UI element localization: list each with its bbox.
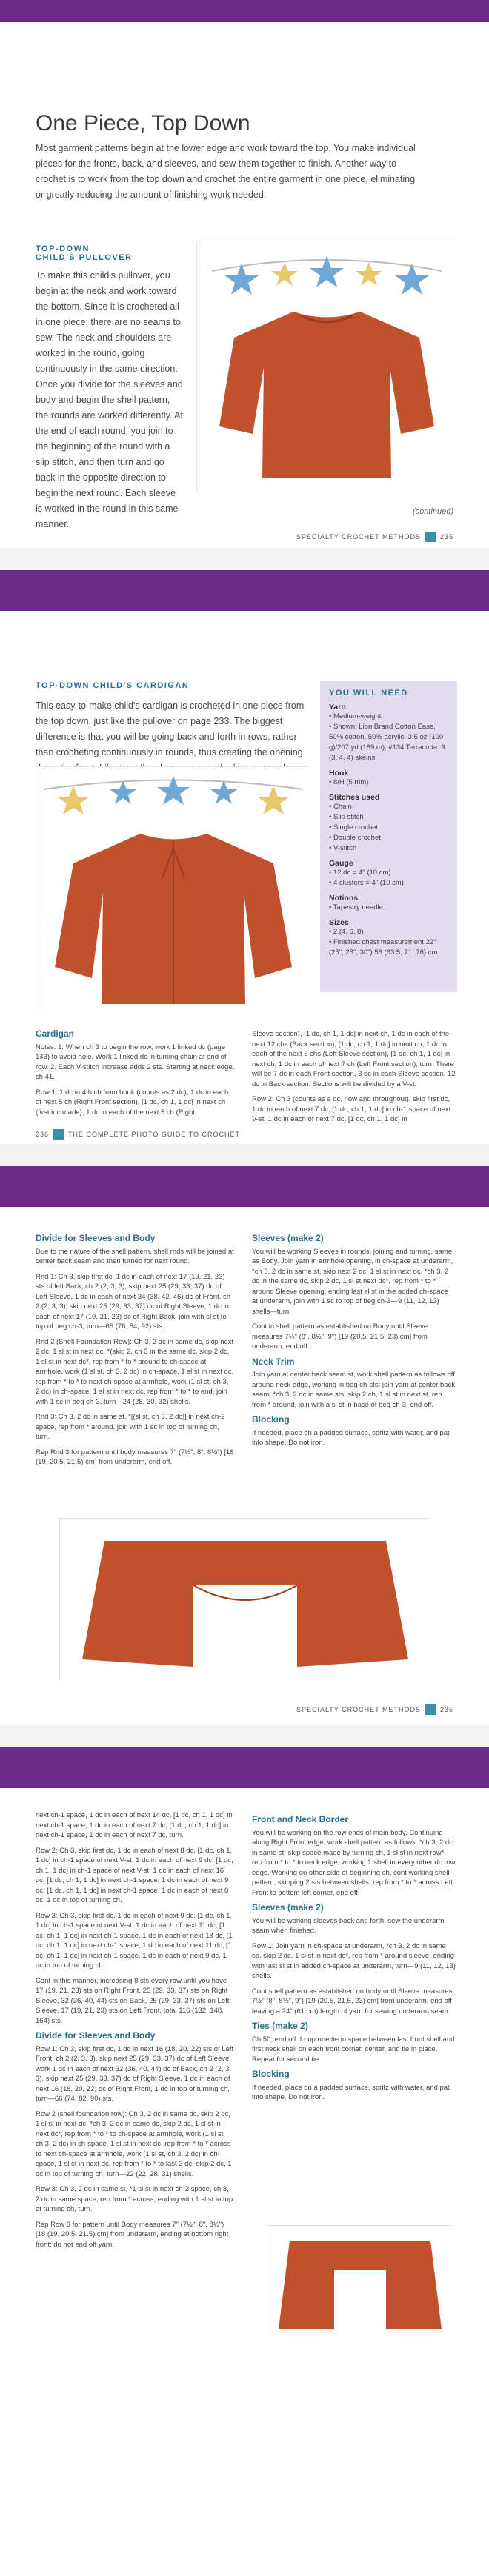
right-col-text: Sleeve section), [1 dc, ch 1, 1 dc] in next ch, 1 dc in each of the next 12 chs (Back section), [1 dc, ch 1, 1 dc] in next ch, 1 dc in each of the next 5 chs (Left Sleeve section), [1 dc, ch 1, 1 dc] in next ch, 1 dc in each of next 7 ch (Left Front section), turn. There will be 7 dc in each Front section, 3 dc in each Sleeve section, 12 dc in Back section. Sections will be divided by a V-st. [252,1030,456,1088]
pullover-column [36,244,184,532]
list-item: • 12 dc = 4" (10 cm) [329,868,448,878]
pullover-body-text: To make this child's pullover, you begin at the neck and work toward the bottom. Since it is crocheted all in one piece, there are no seams to sew. The neck and shoulders are worked in the round, going continuously in the same direction. Once you divide for the sleeves and body and begin the shell pattern, the rounds are worked differently. At the end of each round, you join to the beginning of the round with a slip stitch, and then turn and go back in the opposite direction to begin the next round. Each sleeve is worked in the round in this same manner. [36,270,183,529]
yarn-heading: Yarn [329,703,346,712]
sizes-heading: Sizes [329,918,349,927]
footer [296,532,453,542]
list-item: • Chain [329,802,448,812]
page-gap [0,1144,489,1166]
notes-text: Notes: 1. When ch 3 to begin the row, work 1 linked dc (page 143) to avoid hole. Work 1 linked dc in turning chain at end of row. 2. Each V-stitch increase adds 2 sts. Starting at neck edge, ch 41. [36,1043,235,1081]
divide-heading: Divide for Sleeves and Body [36,1233,156,1243]
rnd3-text: Rnd 3: Ch 3, 2 dc in same st, *[(sl st, ch 3, 2 dc)] in next ch-2 space, rep from * around, join with 1 sc in top of turning ch, turn. [36,1413,225,1441]
sleeves-heading: Sleeves (make 2) [252,1233,324,1243]
sleeves-text: You will be working sleeves back and forth; sew the underarm seam when finished. [252,1916,445,1935]
collar-illustration [60,1519,430,1682]
cardigan-illustration [36,767,310,1019]
front-heading: Front and Neck Border [252,1814,349,1824]
row2-text: Row 2: Ch 3 (counts as a dc, now and throughout), skip first dc, 1 dc in each of next 7 dc, [1 dc, ch 1, 1 dc] in ch-1 space of next V-st, 1 dc in each of next 7 dc, [1 dc, ch 1, 1 dc] in [252,1095,451,1123]
footer [36,1129,240,1140]
rnd1-text: Rnd 1: Ch 3, skip first dc, 1 dc in each of next 17 (19, 21, 23) sts of left Back, ch 2 (2, 3, 3), skip next 25 (29, 33, 37) dc of Left Sleeve, 1 dc in each of next 34 (38, 42, 46) dc of Front, ch 2 (2, 3, 3), skip next 25 (29, 33, 37) dc of Right Sleeve, 1 dc in each of next 17 (19, 21, 23) dc of Right Back, join with sl st to top of beg ch-3, turn—68 (76, 84, 92) sts. [36,1272,230,1331]
list-item: • Tapestry needle [329,903,448,913]
hook-list [329,777,448,788]
list-item: • 8/H (5 mm) [329,777,448,788]
top-band [0,570,489,611]
blocking-heading: Blocking [252,2069,290,2079]
list-item: • V-stitch [329,843,448,854]
sizes-list [329,927,448,958]
intro-paragraph: Most garment patterns begin at the lower edge and work toward the top. You make individual pieces for the fronts, back, and sleeves, and sew them together to finish. Another way to crochet is to work from the top down and crochet the entire garment in one piece, eliminating or greatly reducing the amount of finishing work needed. [36,143,416,200]
row2-text: Row 2: Ch 3, skip first dc, 1 dc in each of next 8 dc, [1 dc, ch 1, 1 dc] in ch-1 space of next V-st, 1 dc in each of next 9 dc, [1 dc, ch 1, 1 dc] in ch-1 space of next V-st, 1 dc in each of next 16 dc, [1 dc, ch 1, 1 dc] in next ch-1 space, 1 dc in each of next 9 dc, [1 dc, ch 1, 1 dc] in next ch-1 space, 1 dc in each of next 8 dc, 1 dc in top of turning ch. [36,1846,233,1904]
cardigan-collar-photo [267,2225,452,2336]
page-badge-icon [53,1129,64,1140]
cardigan-intro: This easy-to-make child's cardigan is crocheted in one piece from the top down, just like the pullover on page 233. The biggest difference is that you will be going back and forth in rows, rather than crocheting continuously in rounds, thus creating the opening [36,700,305,757]
blocking-heading: Blocking [252,1414,290,1425]
cardigan-collar-illustration [267,2226,453,2337]
footer-label: SPECIALTY CROCHET METHODS [296,1706,421,1713]
rep-text: Rep Row 3 for pattern until Body measures 7" (7½", 8", 8½") [18 (19, 20.5, 21.5) cm] from underarm, ending at bottom right front; do not end off yarn. [36,2220,229,2249]
eyebrow-top-down: TOP-DOWN [36,244,90,253]
left-column [36,1810,234,2255]
top-band [0,1166,489,1207]
shell-row-text: Row 2 (shell foundation row): Ch 3, 2 dc in same dc, skip 2 dc, 1 sl st in next dc, *ch 3, 2 dc in same dc, skip 2 dc, 1 sl st in next dc*, rep from * to * to ch-space at armhole, work (1 sl st, ch 3, 2 dc) in ch-space, 1 sl st in next dc, rep from * to * across to next ch-space at armhole, work (1 sl st, ch 3, 2 dc) in ch-space, 1 sl st in next dc, rep from * to * to last 3 dc, skip 2 dc, 1 dc in top of turning ch, turn—22 (22, 28, 31) shells. [36,2110,232,2178]
ties-text: Ch 50, end off. Loop one tie in space between last front shell and first neck shell on each front corner, center, and tie in place. Repeat for second tie. [252,2035,455,2064]
cardigan-photo [36,766,310,1018]
pullover-photo [196,241,456,492]
row3b-text: Row 3: Ch 3, 2 dc in same st, *1 sl st in next ch-2 space, ch 3, 2 dc in same space, rep from * across, ending with 1 sl st in top of turning ch, turn. [36,2185,233,2213]
rep-text: Rep Rnd 3 for pattern until body measures 7" (7½", 8", 8½") [18 (19, 20.5, 21.5) cm] from underarm, end off. [36,1448,234,1466]
list-item: • Shown: Lion Brand Cotton Ease, 50% cotton, 50% acrylic, 3.5 oz (100 g)/207 yd (189 m), #134 Terracotta: 3 (3, 4, 4) skeins [329,722,448,763]
page-235 [0,22,489,548]
neck-text: Join yarn at center back seam st, work shell pattern as follows off around neck edge, working in beg ch-sts: join yarn at center back seam, *ch 3, 2 dc in same sts, skip 2 ch, 1 sl st in next st, rep from * around, join with a sl st in base of beg ch-3, end off. [252,1371,456,1409]
right-column [252,1229,456,1453]
you-will-need-sidebar [320,681,457,992]
top-band [0,0,489,22]
sleeves-text: You will be working Sleeves in rounds, joining and turning, same as Body. Join yarn in armhole opening, in ch-space at underarm, *ch 3, 2 dc in same st, skip next 2 dc, 1 sl st in next dc, *ch 3, 2 dc in the same dc, skip 2 dc, 1 sl st next dc*, rep from * to * around Sleeve opening, ending last sl st in the added ch-space at underarm, join with 1 sc to top of beg ch-3—9 (11, 12, 13) shells—turn. [252,1247,453,1316]
list-item: • Slip stitch [329,812,448,823]
list-item: • 4 clusters = 4" (10 cm) [329,878,448,889]
sleeves-heading: Sleeves (make 2) [252,1902,324,1913]
page-number: 235 [439,1706,453,1713]
page-236 [0,611,489,1144]
sleeves-cont-text: Cont in shell pattern as established on Body until Sleeve measures 7½" (8", 8½", 9") [19 (20.5, 21.5, 23) cm] from underarm, end off. [252,1322,428,1351]
gauge-heading: Gauge [329,859,353,868]
continued-note: (continued) [412,507,453,516]
yarn-list [329,712,448,763]
left-column [36,1229,234,1473]
sleeve-row1-text: Row 1: Join yarn in ch-space at underarm, *ch 3, 2 dc in same sp, skip 2 dc, 1 sl st in next dc*, rep from * around sleeve, ending with last sl st in added ch-space at underarm, turn—9 (11, 12, 13) shells. [252,1941,456,1980]
eyebrow-pullover: CHILD'S PULLOVER [36,253,133,262]
right-column [252,1810,456,2108]
front-text: You will be working on the row ends of main body. Continuing along Right Front edge, work shell pattern as follows: *ch 3, 2 dc in same st, skip space made by turning ch, 1 sl st in next row*, rep from * to * to neck edge, working 1 shell in every other dc row edge. Working on other side of beginning ch, cont working shell pattern, skipping 2 sts between shells; rep from * to * across Left Front to bottom left corner, end off. [252,1828,456,1897]
cardigan-instructions-right [252,1029,456,1130]
list-item: • Single crochet [329,823,448,833]
page-badge-icon [425,1704,436,1715]
cont-text: Cont in this manner, increasing 8 sts every row until you have 17 (19, 21, 23) sts on Right Front, 25 (29, 33, 37) sts on Right Sleeve, 32 (36, 40, 44) sts on Back, 25 (29, 33, 37) sts on Left Sleeve, 17 (19, 21, 23) sts on Left Front, total 116 (132, 148, 164) sts. [36,1976,230,2025]
gauge-list [329,868,448,889]
list-item: • Finished chest measurement 22" (25", 28", 30") 56 (63.5, 71, 76) cm [329,937,448,958]
sleeve-cont-text: Cont shell pattern as established on body until Sleeve measures 7½" (8", 8½", 9") [19 (20.5, 21.5, 23) cm] from underarm, end off, leaving a 24" (61 cm) length of yarn for sewing underarm seam. [252,1987,454,2015]
row1-text: Row 1: Ch 3, skip first dc, 1 dc in next 16 (18, 20, 22) sts of Left Front, ch 2 (2, 3, 3), skip next 25 (29, 33, 37) dc of Left Sleeve, work 1 dc in each of next 32 (36, 40, 44) dc of Back, ch 2 (2, 3, 3), skip next 25 (29, 33, 37) dc of Right Sleeve, 1 dc in each of next 16 (18, 20, 22) dc of Right Front, 1 dc in top of turning ch, turn—66 (74, 82, 90) sts. [36,2044,234,2103]
page-cardigan-instructions [0,1788,489,2351]
stitches-heading: Stitches used [329,793,380,802]
notions-list [329,903,448,913]
page-number: 235 [439,533,453,541]
footer [296,1704,453,1715]
cardigan-title: TOP-DOWN CHILD'S CARDIGAN [36,681,190,690]
neck-heading: Neck Trim [252,1356,295,1367]
stitches-list [329,802,448,854]
footer-label: THE COMPLETE PHOTO GUIDE TO CROCHET [68,1131,241,1138]
page-number: 236 [36,1131,50,1138]
page-badge-icon [425,532,436,542]
blocking-text: If needed, place on a padded surface, spritz with water, and pat into shape. Do not iron. [252,1428,450,1447]
blocking-text: If needed, place on a padded surface, spritz with water, and pat into shape. Do not iron. [252,2083,450,2101]
page-pullover-instructions [0,1207,489,1725]
pullover-illustration [197,241,456,493]
list-item: • 2 (4, 6, 8) [329,927,448,937]
page-title: One Piece, Top Down [36,111,250,136]
hook-heading: Hook [329,769,349,777]
page-gap [0,1725,489,1747]
ties-heading: Ties (make 2) [252,2021,308,2031]
list-item: • Medium-weight [329,712,448,722]
collar-swatch-photo [59,1518,430,1681]
list-item: • Double crochet [329,833,448,843]
divide-intro: Due to the nature of the shell pattern, shell rnds will be joined at center back seam and then turned for next round. [36,1247,234,1265]
notions-heading: Notions [329,894,359,903]
page-gap [0,548,489,570]
cardigan-heading: Cardigan [36,1028,75,1039]
row1-text: Row 1: 1 dc in 4th ch from hook (counts as 2 dc), 1 dc in each of next 5 ch (Right Front section), [1 dc, ch 1, 1 dc] in next ch (first inc made), 1 dc in each of the next 5 ch (Right [36,1088,229,1117]
footer-label: SPECIALTY CROCHET METHODS [296,533,421,541]
cardigan-instructions-left [36,1029,236,1123]
rnd2-text: Rnd 2 (Shell Foundation Row): Ch 3, 2 dc in same dc, skip next 2 dc, 1 sl st in next dc, *(skip 2, ch 3 in the same dc, skip 2 dc, 1 sl st in next dc*, rep from * to * around to ch-space at armhole, work (1 sl st, ch 3, 2 dc) in ch-space, 1 sl st in next dc, rep from * to * to next ch-space at armhole, work (1 sl st, ch 3, 2 dc) in ch-space, 1 sl st in next dc, rep from * to * to end, join with 1 sc in beg ch-3, turn—24 (28, 30, 32) shells. [36,1337,234,1406]
row3-text: Row 3: Ch 3, skip first dc, 1 dc in each of next 9 dc, [1 dc, ch 1, 1 dc] in ch-1 space of next V-st, 1 dc in each of next 11 dc, [1 dc, ch 1, 1 dc] in next ch-1 space, 1 dc in each of next 18 dc, [1 dc, ch 1, 1 dc] in next ch-1 space, 1 dc in each of next 11 dc, [1 dc, ch 1, 1 dc] in next ch-1 space, 1 dc in each of next 9 dc, 1 dc in top of turning ch. [36,1911,233,1970]
divide-heading: Divide for Sleeves and Body [36,2030,156,2041]
cont-intro: next ch-1 space, 1 dc in each of next 14 dc, [1 dc, ch 1, 1 dc] in next ch-1 space, 1 dc in each of next 7 dc, [1 dc, ch 1, 1 dc] in next ch-1 space, 1 dc in each of next 7 dc, turn. [36,1811,233,1839]
sidebar-title: YOU WILL NEED [329,689,408,697]
top-band [0,1747,489,1788]
